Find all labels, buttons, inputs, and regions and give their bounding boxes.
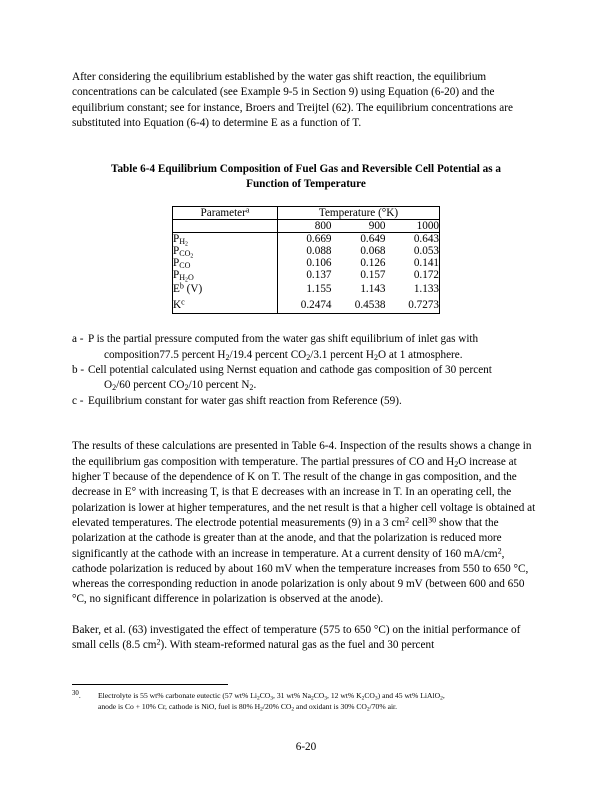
fn30-sub3: 2 [311, 695, 314, 702]
fn30-l2-seg2: /20% CO [262, 701, 292, 711]
fn30-seg4: CO [313, 691, 325, 700]
table-body [173, 233, 440, 314]
baker-paragraph [72, 623, 540, 654]
fn30-sub2: 3 [270, 695, 274, 702]
row-label-p-co2: $P_{CO_2}$ [173, 245, 278, 257]
baker-sup-area: 2 [156, 637, 161, 647]
fn30-sub6: 3 [374, 695, 378, 702]
fn30-l2-sub1: 2 [260, 705, 263, 712]
results-sup-area-2: 2 [497, 546, 502, 556]
fn-b-sub3: 2 [249, 383, 254, 393]
table-container [72, 206, 540, 314]
table-row [173, 269, 440, 281]
fn30-sub7: 2 [440, 695, 443, 702]
table-header-row-top [173, 207, 440, 220]
cell-p-co-800: 0.106 [306, 257, 332, 270]
fn30-l2-seg3: and oxidant is 30% CO [294, 701, 367, 711]
fn30-seg1: Electrolyte is 55 wt% carbonate eutectic (57 wt% Li [98, 691, 257, 700]
results-seg-3: cell [409, 516, 429, 529]
footnote-b-line1: Cell potential calculated using Nernst equation and cathode gas composition of 30 percent [88, 363, 492, 376]
footnote-marker-number: 30 [72, 690, 79, 698]
sup-c: c [181, 298, 185, 307]
footnote-c-marker: c - [72, 394, 84, 407]
fn30-seg3: , 31 wt% Na [273, 691, 311, 700]
table-footnotes [72, 332, 540, 408]
fn-a-sub2: 2 [306, 352, 311, 362]
page-footnote-30 [72, 691, 540, 712]
cell-p-h2-900: 0.649 [360, 233, 386, 246]
footnote-a-line2 [88, 348, 540, 363]
fn-a-seg1: composition77.5 percent H [104, 348, 226, 361]
subheader-temp-1000: 1000 [386, 220, 440, 233]
spacer [72, 409, 540, 424]
row-label-p-co: $P_{CO}$ [173, 257, 278, 269]
cell-k-c-800: 0.2474 [300, 299, 332, 312]
fn-a-seg2: /19.4 percent CO [229, 348, 307, 361]
table-row [173, 281, 440, 297]
fn-a-seg4: O at 1 atmosphere. [378, 348, 463, 361]
cell-e-b-900: 1.143 [360, 283, 386, 296]
fn-a-sub1: 2 [225, 352, 230, 362]
subheader-temp-800: 800 [278, 220, 332, 233]
table-footnote-a [72, 332, 540, 363]
cell-e-b-800: 1.155 [306, 283, 332, 296]
intro-paragraph: After considering the equilibrium established by the water gas shift reaction, the equilibrium concentrations can be calculated (see Example 9-5 in Section 9) using Equation (6-20) and the equilibrium constant; see for instance, Broers and Treijtel (62). The equilibrium concentrations are substituted into Equation (6-4) to determine E as a function of T. [72, 71, 513, 129]
fn30-seg7: ) and 45 wt% LiAlO [377, 691, 441, 700]
page-content [72, 70, 540, 654]
sub-2: 2 [185, 277, 188, 284]
spacer [72, 131, 540, 146]
cell-p-h2o-1000: 0.172 [413, 269, 439, 282]
fn30-seg6: CO [364, 691, 375, 700]
sub-co: CO2 [179, 249, 194, 260]
cell-k-c-900: 0.4538 [354, 299, 386, 312]
table-caption-line-2: Function of Temperature [246, 178, 366, 191]
results-seg-2: O increase at higher T because of the dependence of K on T. The result of the change in gas composition, and the decrease in E° with increasing T, is that E decreases with an increase in T. In an operating cell, the polarization is lower at higher temperatures, and the net result is that a higher cell voltage is obtained at elevated temperatures. The electrode potential measurements (9) in a 3 cm [72, 455, 536, 529]
footnote-body [98, 691, 540, 712]
table-row [173, 297, 440, 314]
cell-p-co2-1000: 0.053 [413, 245, 439, 258]
fn30-l2-seg4: /70% air. [369, 701, 398, 711]
subheader-blank-cell [173, 220, 278, 233]
column-header-temperature: Temperature (°K) [278, 207, 440, 220]
table-footnote-c [72, 394, 540, 409]
fn-b-seg1: O [104, 379, 113, 392]
sub-2: 2 [190, 253, 194, 260]
results-footnote-marker: 30 [428, 515, 437, 525]
sub-co: CO [179, 261, 191, 271]
results-paragraph [72, 439, 540, 607]
e-b-unit: (V) [183, 283, 203, 296]
spacer [72, 608, 540, 623]
parameter-footnote-marker: a [245, 206, 250, 215]
cell-p-co2-900: 0.068 [360, 245, 386, 258]
cell-p-co-900: 0.126 [360, 257, 386, 270]
results-seg-4: show that the polarization at the cathode is greater than at the anode, and that the polarization is reduced more significantly at the cathode with an increase in temperature. At a current density of 160 mA/cm [72, 516, 502, 560]
table-head [173, 207, 440, 233]
cell-p-h2-1000: 0.643 [413, 233, 439, 246]
fn30-line2 [98, 702, 540, 713]
fn-b-sub2: 2 [184, 383, 189, 393]
results-seg-1: The results of these calculations are presented in Table 6-4. Inspection of the results shows a change in the equilibrium gas composition with temperature. The partial pressures of CO and H [72, 440, 532, 468]
row-label-k-c: $K^c$ [173, 297, 278, 314]
table-caption-line-1: Table 6-4 Equilibrium Composition of Fuel Gas and Reversible Cell Potential as a [111, 162, 501, 175]
results-sub-2: 2 [454, 459, 459, 469]
table-row [173, 245, 440, 257]
page-number: 6-20 [295, 741, 317, 753]
fn30-l2-sub2: 2 [291, 705, 295, 712]
baker-seg-2: ). With steam-reformed natural gas as the fuel and 30 percent [160, 639, 435, 652]
footnote-b-text [88, 363, 540, 394]
footnote-c-text: Equilibrium constant for water gas shift reaction from Reference (59). [88, 394, 402, 407]
results-sup-area: 2 [405, 515, 410, 525]
row-label-p-h2o: $P_{H_2O}$ [173, 269, 278, 281]
row-label-e-b: $E^b$ (V) [173, 281, 278, 297]
column-header-parameter [173, 207, 278, 220]
footnote-b-line2 [88, 378, 540, 393]
footnote-b-marker: b - [72, 363, 85, 376]
sub-h2o: H2O [179, 273, 194, 284]
cell-k-c-1000: 0.7273 [408, 299, 439, 312]
parameter-label: Parameter [200, 207, 246, 220]
footnote-a-text [88, 332, 540, 363]
footnote-marker-period: . [78, 691, 81, 700]
sub-2: 2 [185, 241, 188, 248]
fn-b-sub1: 2 [112, 383, 117, 393]
fn-b-seg2: /60 percent CO [116, 379, 185, 392]
fn30-sub1: 2 [257, 695, 260, 702]
fn30-seg2: CO [259, 691, 271, 700]
sub-h: H2 [179, 237, 188, 248]
fn30-sub5: 2 [361, 695, 365, 702]
fn30-l2-seg1: anode is Co + 10% Cr, cathode is NiO, fuel is 80% H [98, 701, 261, 711]
fn-a-seg3: /3.1 percent H [310, 348, 374, 361]
fn-a-sub3: 2 [373, 352, 379, 362]
spacer [72, 424, 540, 439]
footnote-separator-rule [72, 684, 228, 685]
fn30-seg8: , [442, 691, 445, 700]
fn30-sub4: 3 [324, 695, 328, 702]
spacer [72, 146, 540, 161]
sup-b: b [179, 282, 184, 291]
footnote-a-marker: a - [72, 333, 84, 346]
footnote-marker [72, 691, 98, 702]
fn30-l2-sub3: 2 [366, 705, 370, 712]
subheader-temp-900: 900 [332, 220, 386, 233]
row-label-p-h2: $P_{H_2}$ [173, 233, 278, 246]
baker-seg-1: Baker, et al. (63) investigated the effect of temperature (575 to 650 °C) on the initial performance of small cells (8.5 cm [72, 624, 521, 652]
page-footnote-area [72, 684, 540, 712]
equilibrium-composition-table [172, 206, 440, 314]
cell-p-co2-800: 0.088 [306, 245, 332, 258]
fn-b-seg3: /10 percent N [188, 379, 250, 392]
cell-p-h2-800: 0.669 [306, 233, 332, 246]
fn30-seg5: , 12 wt% K [327, 691, 362, 700]
table-caption [72, 162, 540, 193]
table-footnote-b [72, 363, 540, 394]
results-seg-5: , cathode polarization is reduced by about 160 mV when the temperature increases from 550 to 650 °C, whereas the corresponding reduction in anode polarization is only about 9 mV (between 600 and 650 °C, no significant difference in polarization is observed at the anode). [72, 547, 529, 606]
table-row [173, 233, 440, 246]
cell-e-b-1000: 1.133 [413, 283, 439, 296]
cell-p-h2o-900: 0.157 [360, 269, 386, 282]
cell-p-h2o-800: 0.137 [306, 269, 332, 282]
fn-b-seg4: . [253, 379, 257, 392]
table-row [173, 257, 440, 269]
footnote-a-line1: P is the partial pressure computed from the water gas shift equilibrium of inlet gas with [88, 333, 479, 346]
table-header-row-sub [173, 220, 440, 233]
cell-p-co-1000: 0.141 [413, 257, 439, 270]
